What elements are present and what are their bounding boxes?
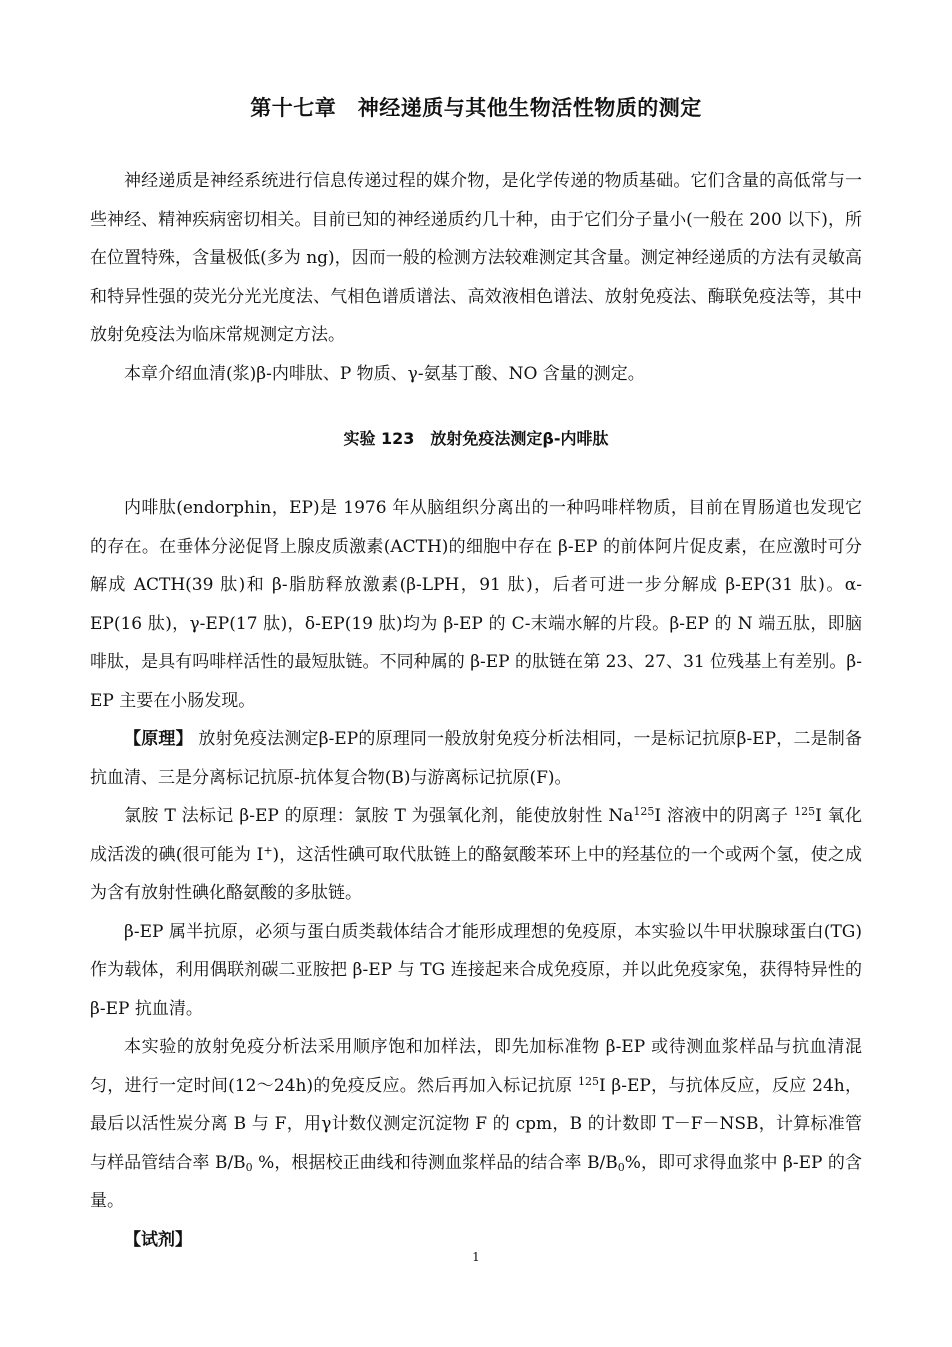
principle-heading: 【原理】 — [124, 729, 193, 749]
intro-paragraph-2: 本章介绍血清(浆)β-内啡肽、P 物质、γ-氨基丁酸、NO 含量的测定。 — [124, 363, 645, 384]
chloramine-text-a: 氯胺 T 法标记 β-EP 的原理：氯胺 T 为强氧化剂，能使放射性 Na — [124, 806, 634, 826]
assay-text-a: 本实验的放射免疫分析法采用顺序饱和加样法，即先加标准物 β-EP 或待测血浆样品与抗血清混匀，进行一定时间(12～24h)的免疫反应。然后再加入标记抗原 — [90, 1037, 862, 1096]
principle-paragraph — [90, 720, 862, 797]
chloramine-text-d: )，这活性碘可取代肽链上的酪氨酸苯环上中的羟基位的一个或两个氢，使之成为含有放射性碘化酪氨酸的多肽链。 — [90, 844, 862, 903]
isotope-superscript: 125 — [578, 1074, 600, 1088]
intro-paragraph-1: 神经递质是神经系统进行信息传递过程的媒介物，是化学传递的物质基础。它们含量的高低常与一些神经、精神疾病密切相关。目前已知的神经递质约几十种，由于它们分子量小(一般在 200 以下)，所在位置特殊，含量极低(多为 ng)，因而一般的检测方法较难测定其含量。测定神经递质的方法有灵敏高和特异性强的荧光分光光度法、气相色谱质谱法、高效液相色谱法、放射免疫法、酶联免疫法等，其中放射免疫法为临床常规测定方法。 — [90, 171, 862, 345]
chloramine-text-b: I 溶液中的阴离子 — [654, 806, 795, 826]
hapten-paragraph: β-EP 属半抗原，必须与蛋白质类载体结合才能形成理想的免疫原，本实验以牛甲状腺球蛋白(TG)作为载体，利用偶联剂碳二亚胺把 β-EP 与 TG 连接起来合成免疫原，并以此免疫家兔，获得特异性的 β-EP 抗血清。 — [90, 921, 862, 1019]
experiment-section — [90, 489, 862, 1259]
assay-text-d: %，即可求得血浆中 β-EP 的含量。 — [90, 1152, 862, 1211]
intro-section — [90, 162, 862, 393]
chloramine-paragraph — [90, 797, 862, 913]
page-number: 1 — [472, 1250, 480, 1264]
chapter-title: 第十七章 神经递质与其他生物活性物质的测定 — [250, 96, 702, 120]
experiment-paragraph-1: 内啡肽(endorphin，EP)是 1976 年从脑组织分离出的一种吗啡样物质，目前在胃肠道也发现它的存在。在垂体分泌促肾上腺皮质激素(ACTH)的细胞中存在 β-EP 的前体阿片促皮素，在应激时可分解成 ACTH(39 肽)和 β-脂肪释放激素(β-LPH，91 肽)，后者可进一步分解成 β-EP(31 肽)。α-EP(16 肽)，γ-EP(17 肽)，δ-EP(19 肽)均为 β-EP 的 C-末端水解的片段。β-EP 的 N 端五肽，即脑啡肽，是具有吗啡样活性的最短肽链。不同种属的 β-EP 的肽链在第 23、27、31 位残基上有差别。β-EP 主要在小肠发现。 — [90, 498, 862, 711]
experiment-title: 实验 123 放射免疫法测定β-内啡肽 — [343, 429, 609, 448]
isotope-superscript: 125 — [633, 805, 655, 818]
assay-text-b: I β-EP，与抗体反应，反应 24h，最后以活性炭分离 B 与 F，用γ计数仪测定沉淀物 F 的 cpm，B 的计数即 T－F－NSB，计算标准管与样品管结合率 B/B — [90, 1075, 862, 1173]
ion-superscript: + — [263, 843, 273, 857]
principle-text: 放射免疫法测定β-EP的原理同一般放射免疫分析法相同，一是标记抗原β-EP，二是制备抗血清、三是分离标记抗原-抗体复合物(B)与游离标记抗原(F)。 — [90, 729, 862, 788]
assay-text-c: %，根据校正曲线和待测血浆样品的结合率 B/B — [252, 1152, 618, 1173]
subscript-zero: 0 — [245, 1160, 253, 1174]
reagents-heading: 【试剂】 — [124, 1229, 192, 1250]
isotope-superscript: 125 — [794, 805, 816, 818]
subscript-zero: 0 — [617, 1160, 625, 1174]
assay-paragraph — [90, 1028, 862, 1221]
chloramine-text-c: I 氧化成活泼的碘(很可能为 I — [90, 806, 862, 865]
